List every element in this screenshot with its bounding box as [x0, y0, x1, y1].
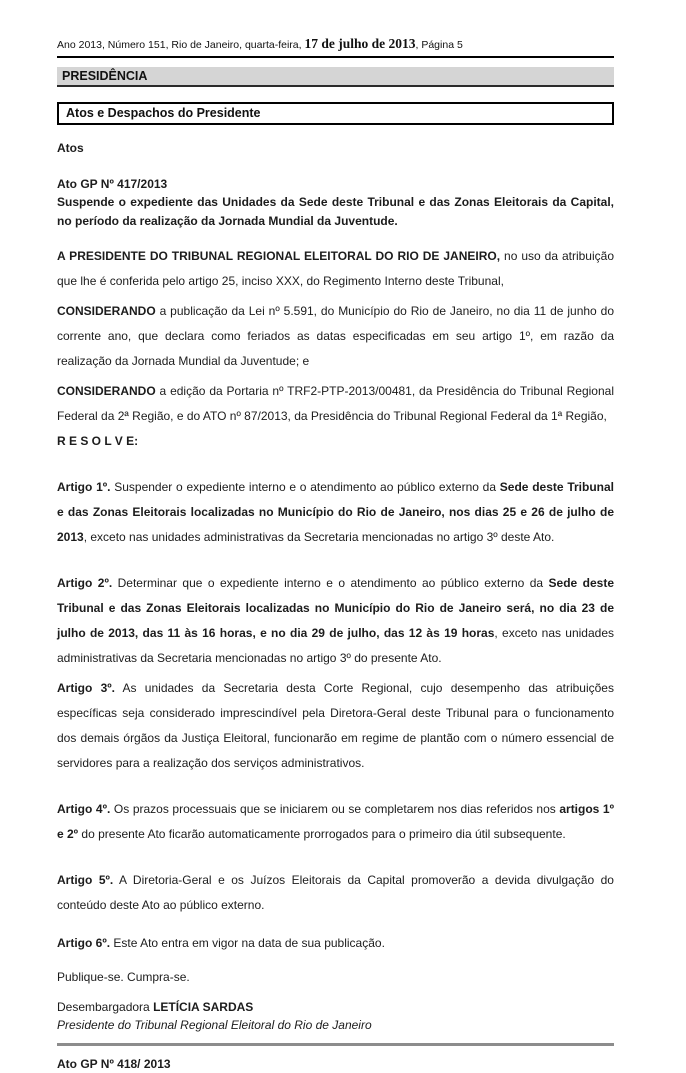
- artigo-5: Artigo 5º. A Diretoria-Geral e os Juízos Eleitorais da Capital promoverão a devida divulgação do conteúdo deste Ato ao público externo.: [57, 873, 614, 912]
- gazette-meta-prefix: Ano 2013, Número 151, Rio de Janeiro, quarta-feira,: [57, 39, 305, 51]
- next-act-title: Ato GP Nº 418/ 2013: [57, 1057, 171, 1071]
- subsection-header-atos-despachos: [57, 102, 614, 125]
- considerando-1: CONSIDERANDO a publicação da Lei nº 5.591, do Município do Rio de Janeiro, no dia 11 de junho do corrente ano, que declara como feriados as datas especificadas em seu artigo 1º, em razão da realização da Jornada Mundial da Juventude; e: [57, 304, 614, 368]
- artigo-1: Artigo 1º. Suspender o expediente interno e o atendimento ao público externo da Sede deste Tribunal e das Zonas Eleitorais localizadas no Município do Rio de Janeiro, nos dias 25 e 26 de julho de 2013, exceto nas unidades administrativas da Secretaria mencionadas no artigo 3º deste Ato.: [57, 480, 615, 544]
- artigo-4: Artigo 4º. Os prazos processuais que se iniciarem ou se completarem nos dias referidos nos artigos 1º e 2º do presente Ato ficarão automaticamente prorrogados para o primeiro dia útil subsequente.: [57, 802, 614, 841]
- gazette-date: 17 de julho de 2013: [304, 36, 416, 51]
- section-header-presidencia: [57, 67, 614, 87]
- header-rule: [57, 56, 614, 58]
- act-number-title: Ato GP Nº 417/2013: [57, 177, 168, 191]
- act-summary: Suspende o expediente das Unidades da Sede deste Tribunal e das Zonas Eleitorais da Capital, no período da realização da Jornada Mundial da Juventude.: [57, 195, 614, 228]
- signature-role: Presidente do Tribunal Regional Eleitoral do Rio de Janeiro: [57, 1018, 372, 1032]
- document-body: [57, 139, 614, 1034]
- gazette-meta: [57, 36, 614, 53]
- resolve-line: R E S O L V E:: [57, 434, 139, 448]
- section-title: PRESIDÊNCIA: [62, 69, 148, 83]
- preamble: A PRESIDENTE DO TRIBUNAL REGIONAL ELEITORAL DO RIO DE JANEIRO, no uso da atribuição que lhe é conferida pelo artigo 25, inciso XXX, do Regimento Interno deste Tribunal,: [57, 249, 614, 288]
- subsection-title: Atos e Despachos do Presidente: [66, 106, 261, 120]
- atos-label: Atos: [57, 141, 84, 155]
- signature-name: Desembargadora LETÍCIA SARDAS: [57, 1000, 254, 1014]
- artigo-3: Artigo 3º. As unidades da Secretaria desta Corte Regional, cujo desempenho das atribuições específicas seja considerado imprescindível pela Diretora-Geral deste Tribunal para o funcionamento dos demais órgãos da Justiça Eleitoral, funcionarão em regime de plantão com o número essencial de servidores para a realização dos serviços administrativos.: [57, 681, 614, 770]
- page-header: [57, 36, 614, 58]
- artigo-2: Artigo 2º. Determinar que o expediente interno e o atendimento ao público externo da Sede deste Tribunal e das Zonas Eleitorais localizadas no Município do Rio de Janeiro será, no dia 23 de julho de 2013, das 11 às 16 horas, e no dia 29 de julho, das 12 às 19 horas, exceto nas unidades administrativas da Secretaria mencionadas no artigo 3º do presente Ato.: [57, 576, 615, 665]
- act-separator-rule: [57, 1043, 614, 1046]
- artigo-6: Artigo 6º. Este Ato entra em vigor na data de sua publicação.: [57, 936, 385, 950]
- gazette-meta-suffix: , Página 5: [415, 39, 463, 51]
- considerando-2: CONSIDERANDO a edição da Portaria nº TRF2-PTP-2013/00481, da Presidência do Tribunal Regional Federal da 2ª Região, e do ATO nº 87/2013, da Presidência do Tribunal Regional Federal da 1ª Região,: [57, 384, 614, 423]
- publique-se: Publique-se. Cumpra-se.: [57, 970, 190, 984]
